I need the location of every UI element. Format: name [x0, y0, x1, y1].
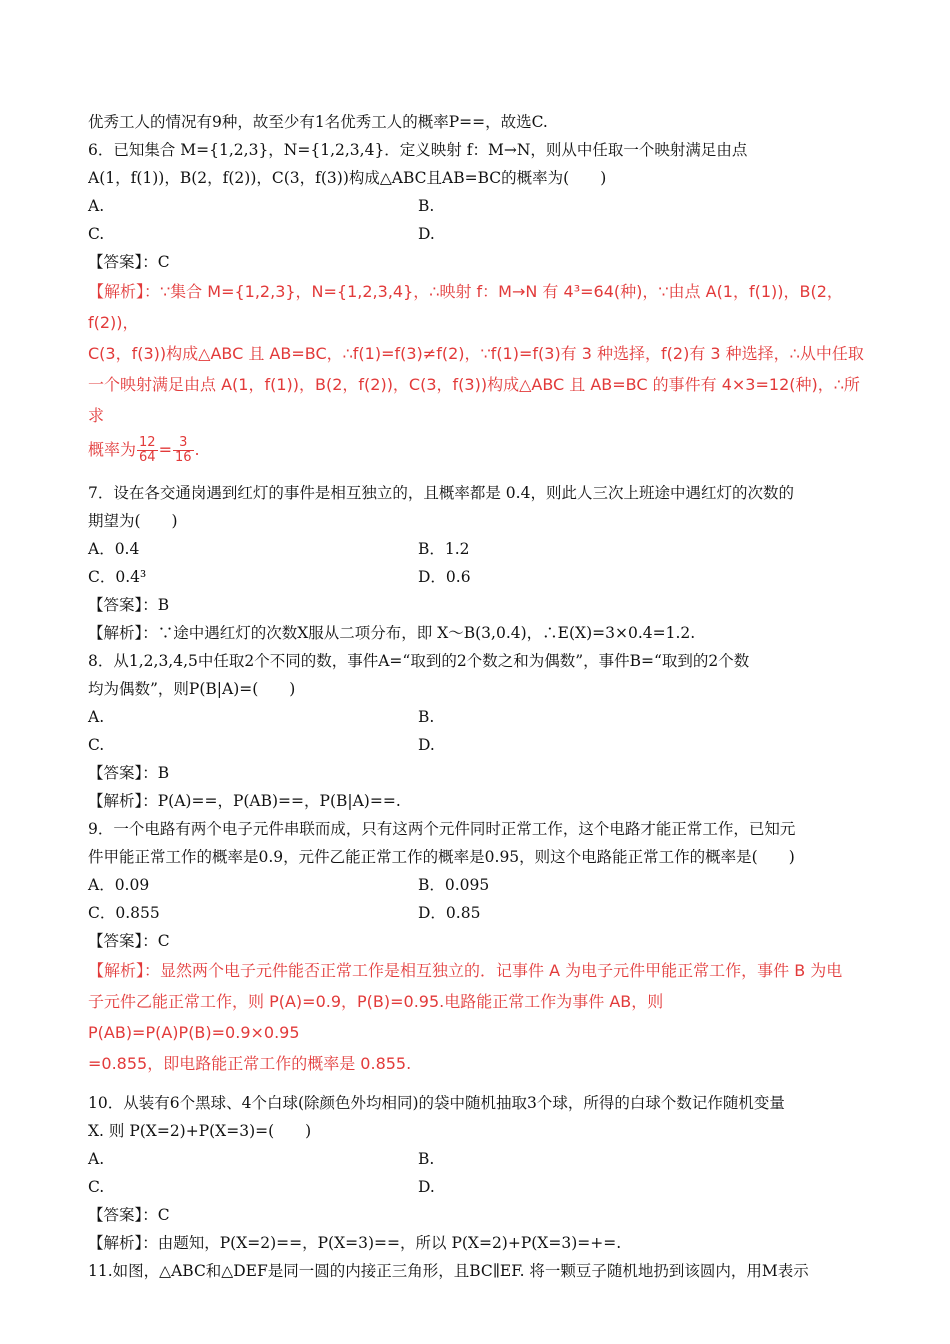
option-c: C.: [88, 736, 105, 754]
option-c: C.: [88, 225, 105, 243]
denominator: 64: [139, 450, 156, 465]
question-9-explanation: [88, 955, 864, 1079]
numerator: 12: [139, 435, 156, 450]
question-7-stem-cont: 期望为( ): [88, 512, 178, 530]
explanation-line: 子元件乙能正常工作，则 P(A)=0.9，P(B)=0.95.电路能正常工作为事件 AB，则 P(AB)=P(A)P(B)=0.9×0.95: [88, 992, 664, 1042]
document-page: [88, 108, 864, 1285]
option-a: A.: [88, 1150, 105, 1168]
question-9-options-ab: [88, 871, 864, 899]
question-8-options-ab: [88, 703, 864, 731]
question-10-options-cd: [88, 1173, 864, 1201]
question-8-options-cd: [88, 731, 864, 759]
question-7-answer: 【答案】：B: [88, 596, 170, 614]
option-b: B.: [418, 197, 435, 215]
option-b: B.: [418, 708, 435, 726]
numerator: 3: [173, 436, 194, 451]
question-10-stem: 10．从装有6个黑球、4个白球(除颜色外均相同)的袋中随机抽取3个球，所得的白球个数记作随机变量: [88, 1094, 785, 1112]
option-c: C．0.855: [88, 904, 160, 922]
explanation-line: C(3，f(3))构成△ABC 且 AB=BC，∴f(1)=f(3)≠f(2)，∵f(1)=f(3)有 3 种选择，f(2)有 3 种选择，∴从中任取: [88, 344, 864, 363]
question-9-options-cd: [88, 899, 864, 927]
question-6-explanation: [88, 276, 864, 469]
denominator: 16: [174, 450, 192, 465]
question-8-explanation: 【解析】：P(A)==，P(AB)==，P(B|A)==.: [88, 792, 401, 810]
question-8-stem-cont: 均为偶数”，则P(B|A)=( ): [88, 680, 296, 698]
question-9-stem-cont: 件甲能正常工作的概率是0.9，元件乙能正常工作的概率是0.95，则这个电路能正常工作的概率是( ): [88, 848, 795, 866]
question-7-options-cd: [88, 563, 864, 591]
spacer: [88, 469, 864, 479]
option-d: D.: [418, 736, 435, 754]
question-6-stem-cont: A(1，f(1))，B(2，f(2))，C(3，f(3))构成△ABC且AB=BC的概率为( ): [88, 169, 607, 187]
option-a: A．0.4: [88, 540, 140, 558]
question-10-options-ab: [88, 1145, 864, 1173]
option-d: D．0.6: [418, 568, 471, 586]
question-11-stem: 11.如图，△ABC和△DEF是同一圆的内接正三角形，且BC∥EF. 将一颗豆子随机地扔到该圆内，用M表示: [88, 1262, 809, 1280]
question-10-explanation: 【解析】：由题知，P(X=2)==，P(X=3)==，所以 P(X=2)+P(X=3)=+=.: [88, 1234, 622, 1252]
text-line: 优秀工人的情况有9种，故至少有1名优秀工人的概率P==，故选C.: [88, 113, 548, 131]
fraction: [173, 436, 194, 465]
explanation-fraction-line: [88, 431, 864, 469]
option-b: B.: [418, 1150, 435, 1168]
equals-sign: =: [158, 440, 172, 459]
question-7-explanation: 【解析】：∵途中遇红灯的次数X服从二项分布，即 X～B(3,0.4)，∴E(X)=3×0.4=1.2.: [88, 624, 696, 642]
period: .: [194, 440, 200, 459]
option-b: B．1.2: [418, 540, 470, 558]
question-10-answer: 【答案】：C: [88, 1206, 170, 1224]
question-6-options-cd: [88, 220, 864, 248]
question-8-answer: 【答案】：B: [88, 764, 170, 782]
spacer: [88, 1079, 864, 1089]
option-b: B．0.095: [418, 876, 490, 894]
option-a: A．0.09: [88, 876, 150, 894]
option-c: C.: [88, 1178, 105, 1196]
question-7-options-ab: [88, 535, 864, 563]
question-9-answer: 【答案】：C: [88, 932, 170, 950]
option-a: A.: [88, 708, 105, 726]
question-10-stem-cont: X. 则 P(X=2)+P(X=3)=( ): [88, 1122, 312, 1140]
question-6-stem: 6．已知集合 M={1,2,3}，N={1,2,3,4}．定义映射 f：M→N，则从中任取一个映射满足由点: [88, 141, 748, 159]
question-7-stem: 7．设在各交通岗遇到红灯的事件是相互独立的，且概率都是 0.4，则此人三次上班途中遇红灯的次数的: [88, 484, 794, 502]
explanation-line: 【解析】：∵集合 M={1,2,3}，N={1,2,3,4}，∴映射 f：M→N 有 4³=64(种)，∵由点 A(1，f(1))，B(2，f(2))，: [88, 282, 843, 332]
explanation-line: =0.855，即电路能正常工作的概率是 0.855.: [88, 1054, 412, 1073]
option-d: D．0.85: [418, 904, 481, 922]
option-c: C．0.4³: [88, 568, 147, 586]
option-d: D.: [418, 1178, 435, 1196]
option-a: A.: [88, 197, 105, 215]
explanation-line: 一个映射满足由点 A(1，f(1))，B(2，f(2))，C(3，f(3))构成△ABC 且 AB=BC 的事件有 4×3=12(种)，∴所求: [88, 375, 860, 425]
question-8-stem: 8．从1,2,3,4,5中任取2个不同的数，事件A=“取到的2个数之和为偶数”，事件B=“取到的2个数: [88, 652, 750, 670]
fraction: [137, 436, 158, 465]
question-6-answer: 【答案】：C: [88, 253, 170, 271]
explanation-text: 概率为: [88, 440, 137, 459]
explanation-line: 【解析】：显然两个电子元件能否正常工作是相互独立的．记事件 A 为电子元件甲能正常工作，事件 B 为电: [88, 961, 843, 980]
question-9-stem: 9．一个电路有两个电子元件串联而成，只有这两个元件同时正常工作，这个电路才能正常工作，已知元: [88, 820, 796, 838]
option-d: D.: [418, 225, 435, 243]
question-6-options-ab: [88, 192, 864, 220]
